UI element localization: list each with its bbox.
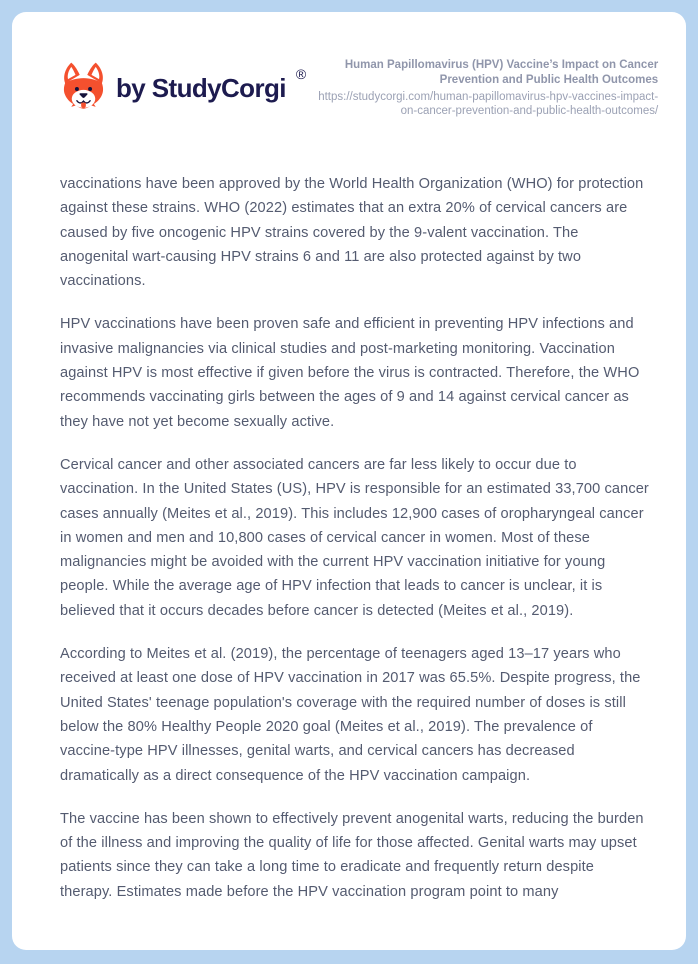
paragraph-5: The vaccine has been shown to effectively prevent anogenital warts, reducing the burden of the illness and improving the quality of life for those affected. Genital warts may upset patients since they can take a long time to eradicate and frequently return despite therapy. Estimates made before the HPV vaccination program point to many: [60, 810, 644, 900]
paragraph-2: HPV vaccinations have been proven safe and efficient in preventing HPV infections and invasive malignancies via clinical studies and post-marketing monitoring. Vaccination against HPV is most effective if given before the virus is contracted. Therefore, the WHO recommends vaccinating girls between the ages of 9 and 14 against cervical cancer as they have not yet become sexually active.: [60, 316, 640, 430]
paragraph-3: Cervical cancer and other associated cancers are far less likely to occur due to vaccination. In the United States (US), HPV is responsible for an estimated 33,700 cancer cases annually (Meites et al., 2019). This includes 12,900 cases of oropharyngeal cancer in women and men and 10,800 cases of cervical cancer in women. Most of these malignancies might be avoided with the current HPV vaccination initiative for young people. While the average age of HPV infection that leads to cancer is unclear, it is believed that it occurs decades before cancer is detected (Meites et al., 2019).: [60, 456, 649, 619]
page-title: Human Papillomavirus (HPV) Vaccine’s Impact on Cancer Prevention and Public Health Outcomes: [344, 59, 659, 86]
document-url-link[interactable]: https://studycorgi.com/human-papillomavirus-hpv-vaccines-impact-on-cancer-prevention-and-public-health-outcomes/: [318, 91, 659, 117]
corgi-face-icon: [60, 62, 107, 115]
studycorgi-logo[interactable]: [60, 62, 306, 115]
registered-trademark-icon: ®: [295, 65, 307, 82]
document-body: [60, 172, 650, 904]
paragraph-4: According to Meites et al. (2019), the percentage of teenagers aged 13–17 years who received at least one dose of HPV vaccination in 2017 was 65.5%. Despite progress, the United States' teenage population's coverage with the required number of doses is still below the 80% Healthy People 2020 goal (Meites et al., 2019). The prevalence of vaccine-type HPV illnesses, genital warts, and cervical cancers has decreased dramatically as a direct consequence of the HPV vaccination campaign.: [60, 646, 641, 784]
document-card: [12, 12, 686, 950]
title-block: [306, 58, 658, 118]
header: [60, 58, 659, 118]
brand-name: by StudyCorgi: [116, 72, 286, 103]
paragraph-1: vaccinations have been approved by the World Health Organization (WHO) for protection against these strains. WHO (2022) estimates that an extra 20% of cervical cancers are caused by five oncogenic HPV strains covered by the 9-valent vaccination. The anogenital wart-causing HPV strains 6 and 11 are also protected against by two vaccinations.: [60, 176, 644, 290]
